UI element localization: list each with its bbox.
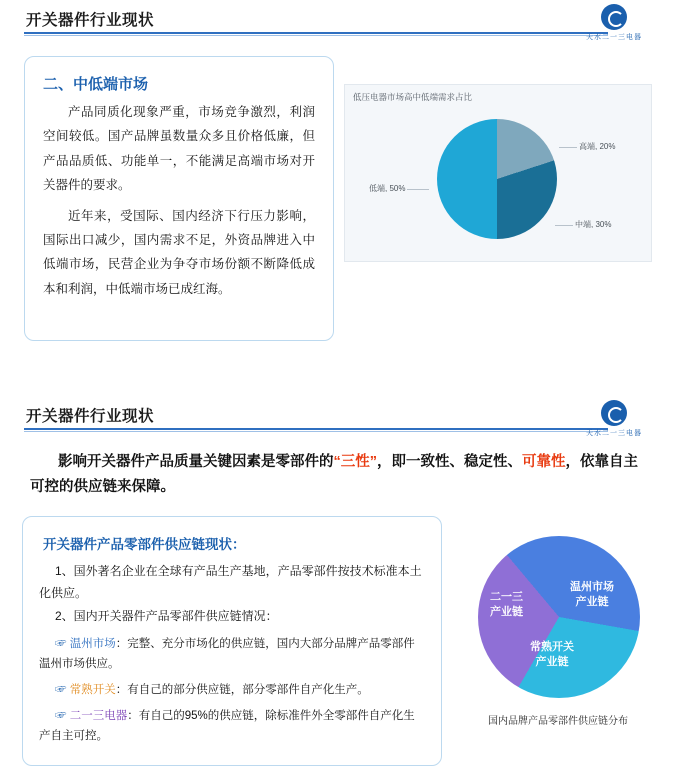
company-logo-icon	[601, 400, 627, 426]
pie-leader-line	[555, 225, 573, 226]
pie-segment-label-changshu: 常熟开关 产业链	[530, 641, 574, 668]
section-heading: 开关器件产品零部件供应链现状：	[43, 537, 246, 552]
body-item: 2、国内开关器件产品零部件供应链情况：	[55, 609, 278, 624]
list-item-name: 常熟开关	[69, 684, 116, 697]
slide-2	[0, 396, 676, 782]
pie-graphic	[478, 536, 640, 698]
list-item-text: ：有自己的95%的供应链，除标准件外全零部件自产化生产自主可控。	[39, 710, 415, 743]
body-paragraph: 近年来，受国际、国内经济下行压力影响，国际出口减少，国内需求不足，外资品牌进入中低端市场，民营企业为争夺市场份额不断降低成本和利润，中低端市场已成红海。	[43, 208, 315, 296]
lead-highlight-1: “三性”	[333, 454, 377, 470]
list-item	[39, 680, 425, 700]
slide-2-header	[0, 396, 676, 442]
pie-leader-line	[407, 189, 429, 190]
pie-leader-line	[559, 147, 577, 148]
supply-chain-pie-chart	[458, 536, 658, 746]
pie-label-high: 高端, 20%	[579, 142, 616, 151]
company-logo-label: 天水二一三电器	[586, 430, 642, 437]
pie-segment-label-213: 二一三 产业链	[490, 591, 523, 618]
list-item-text: ：完整、充分市场化的供应链，国内大部分品牌产品零部件温州市场供应。	[39, 637, 415, 670]
lead-statement	[30, 450, 646, 501]
header-divider-secondary	[24, 431, 608, 432]
list-item-name: 温州市场	[69, 637, 116, 650]
market-summary-card	[24, 56, 334, 341]
company-logo-label: 天水二一三电器	[586, 34, 642, 41]
body-item: 1、国外著名企业在全球有产品生产基地，产品零部件按技术标准本土化供应。	[39, 564, 422, 600]
body-paragraph: 产品同质化现象严重，市场竞争激烈，利润空间较低。国产品牌虽数量众多且价格低廉，但产品品质低、功能单一，不能满足高端市场对开关器件的要求。	[43, 105, 315, 193]
lead-part-3: ，依靠自主可控的供应链来保障。	[30, 454, 638, 496]
page-title: 开关器件行业现状	[26, 12, 155, 29]
chart-title: 国内品牌产品零部件供应链分布	[488, 716, 628, 727]
pie-slices	[437, 119, 557, 239]
supply-chain-card	[22, 516, 442, 766]
lead-part-2: ，即一致性、稳定性、	[377, 454, 522, 470]
slide-1-header	[0, 0, 676, 46]
slide-1	[0, 0, 676, 385]
header-divider-secondary	[24, 35, 608, 36]
pie-label-low: 低端, 50%	[369, 184, 406, 193]
list-item	[39, 706, 425, 746]
company-logo	[568, 4, 660, 42]
company-logo-icon	[601, 4, 627, 30]
section-heading: 二、中低端市场	[43, 76, 149, 93]
pointer-icon: ☞	[55, 637, 67, 650]
company-logo	[568, 400, 660, 438]
pointer-icon: ☞	[55, 684, 67, 697]
market-share-pie-chart	[344, 84, 652, 262]
lead-highlight-2: 可靠性	[522, 454, 566, 470]
list-item-text: ：有自己的部分供应链，部分零部件自产化生产。	[115, 684, 369, 697]
page-title: 开关器件行业现状	[26, 408, 155, 425]
pie-segment-label-wenzhou: 温州市场 产业链	[570, 581, 614, 608]
chart-title: 低压电器市场高中低端需求占比	[353, 92, 473, 102]
list-item-name: 二一三电器	[69, 710, 128, 723]
pointer-icon: ☞	[55, 710, 67, 723]
lead-part-1: 影响开关器件产品质量关键因素是零部件的	[58, 454, 334, 470]
pie-label-mid: 中端, 30%	[575, 220, 612, 229]
pie-graphic	[437, 119, 557, 239]
list-item	[39, 634, 425, 674]
